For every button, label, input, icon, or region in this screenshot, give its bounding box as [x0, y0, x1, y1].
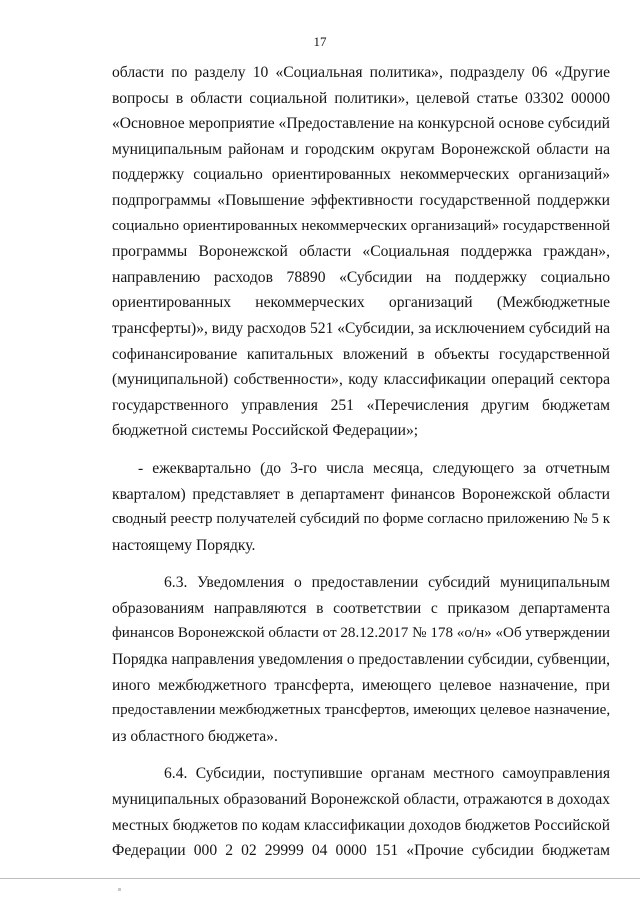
text-line: социально ориентированных некоммерческих организаций» государственной [112, 217, 611, 234]
text-line: местных бюджетов по кодам классификации доходов бюджетов Российской [112, 816, 610, 834]
text-line: бюджетной системы Российской Федерации»; [112, 422, 419, 440]
text-line: государственного управления 251 «Перечисления другим бюджетам [112, 396, 610, 414]
text-line: ориентированных некоммерческих организаций (Межбюджетные [112, 294, 610, 312]
text-line: подпрограммы «Повышение эффективности государственной поддержки [112, 191, 610, 209]
scan-artifact [118, 888, 121, 891]
text-line: (муниципальной) собственности», коду классификации операций сектора [112, 371, 610, 389]
text-line: трансферты)», виду расходов 521 «Субсидии, за исключением субсидий на [112, 319, 611, 337]
text-line: настоящему Порядку. [112, 536, 256, 554]
text-line: Порядка направления уведомления о предоставлении субсидии, субвенции, [112, 651, 610, 669]
paragraph [112, 570, 610, 749]
text-line: муниципальных образований Воронежской области, отражаются в доходах [112, 791, 610, 809]
text-line: предоставлении межбюджетных трансфертов, имеющих целевое назначение, [112, 702, 611, 719]
paragraph [112, 761, 610, 863]
text-line: кварталом) представляет в департамент финансов Воронежской области [112, 485, 610, 503]
paragraph [112, 60, 610, 444]
document-body [112, 60, 610, 864]
text-line: направлению расходов 78890 «Субсидии на поддержку социально [112, 268, 610, 286]
paragraph [112, 456, 610, 558]
text-line: муниципальным районам и городским округам Воронежской области на [112, 140, 610, 158]
text-line: Федерации 000 2 02 29999 04 0000 151 «Прочие субсидии бюджетам [112, 842, 610, 860]
page-bottom-edge [0, 878, 640, 879]
text-line: софинансирование капитальных вложений в объекты государственной [112, 345, 610, 363]
text-line: - ежеквартально (до 3-го числа месяца, следующего за отчетным [138, 459, 610, 477]
text-line: из областного бюджета». [112, 727, 278, 745]
text-line: программы Воронежской области «Социальная поддержка граждан», [112, 243, 610, 261]
text-line: 6.3. Уведомления о предоставлении субсидий муниципальным [164, 574, 610, 592]
text-line: поддержку социально ориентированных некоммерческих организаций» [112, 166, 610, 184]
text-line: образованиям направляются в соответствии с приказом департамента [112, 599, 610, 617]
text-line: области по разделу 10 «Социальная политика», подразделу 06 «Другие [112, 64, 610, 81]
text-line: финансов Воронежской области от 28.12.2017 № 178 «о/н» «Об утверждении [112, 625, 610, 642]
text-line: иного межбюджетного трансферта, имеющего целевое назначение, при [112, 676, 610, 694]
page-number: 17 [313, 34, 327, 49]
text-line: 6.4. Субсидии, поступившие органам местного самоуправления [164, 765, 610, 783]
text-line: «Основное мероприятие «Предоставление на конкурсной основе субсидий [112, 115, 610, 133]
text-line: вопросы в области социальной политики», целевой статье 03302 00000 [112, 89, 610, 107]
text-line: сводный реестр получателей субсидий по форме согласно приложению № 5 к [112, 511, 610, 528]
